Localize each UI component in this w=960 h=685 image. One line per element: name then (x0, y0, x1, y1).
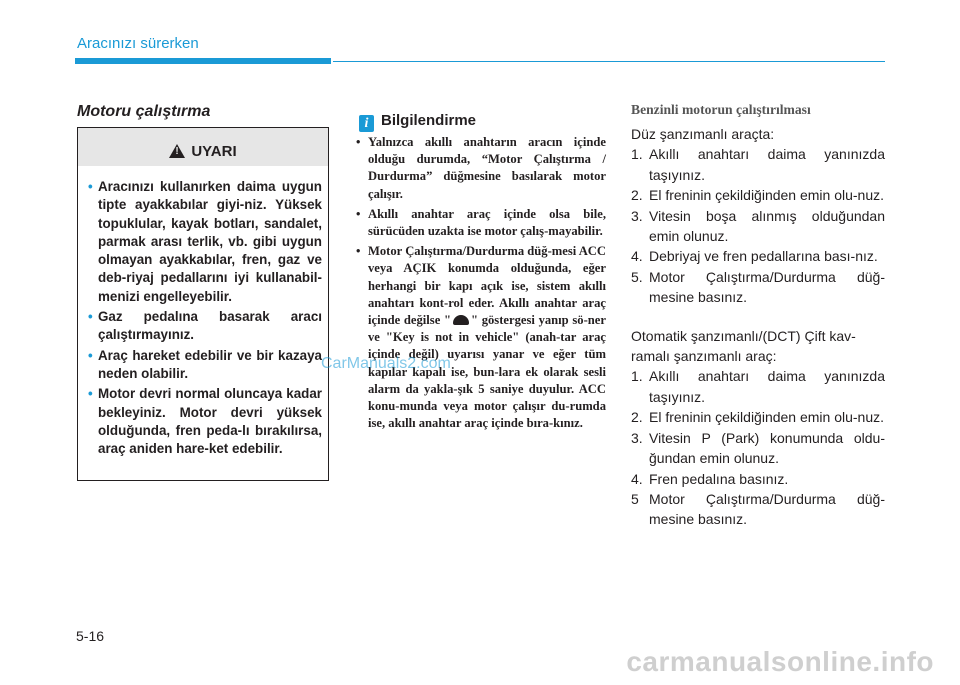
bullet-icon: • (356, 135, 361, 149)
bullet-icon: • (88, 347, 93, 363)
left-heading: Motoru çalıştırma (77, 103, 211, 120)
list-item: 5. Motor Çalıştırma/Durdurma düğ-mesine basınız. (631, 268, 885, 306)
info-icon: i (359, 115, 374, 132)
list-item: 4. Debriyaj ve fren pedallarına bası-nız. (631, 248, 878, 265)
warning-triangle-icon (169, 144, 185, 158)
list-item: 2. El freninin çekildiğinden emin olu-nuz. (631, 187, 885, 204)
mid-watermark: CarManuals2.com (321, 355, 451, 372)
warning-item: • Araç hareket edebilir ve bir kazaya neden olabilir. (88, 347, 322, 381)
list-item: 1. Akıllı anahtarı daima yanınızda taşıyınız. (631, 146, 885, 183)
bullet-icon: • (88, 386, 93, 402)
bullet-icon: • (88, 309, 93, 325)
info-item: • Motor Çalıştırma/Durdurma düğ-mesi ACC veya AÇIK konumda olduğunda, eğer herhangi bir kapı açık ise, sistem akıllı anahtarı kont-rol eder. Akıllı anahtar araç içinde değilse " " göstergesi yanıp sö-ner ve "Key is not in vehicle" (anah-tar araç içinde değil) uyarısı yanar ve eğer tüm kapılar kapalı ise, bun-lara ek olarak sesli alarm da yakla-şık 5 saniye duyulur. ACC konu-munda veya motor çalışır du-rumda ise, akıllı anahtar araç içinde bıra-kınız. (356, 244, 606, 431)
key-indicator-icon (453, 315, 469, 325)
list-item: 3. Vitesin P (Park) konumunda oldu-ğundan emin olunuz. (631, 429, 885, 467)
warning-item: • Aracınızı kullanırken daima uygun tipte ayakkabılar giyi-niz. Yüksek topuklular, kayak botları, sandalet, parmak arası terlik, vb. gibi uygun olmayan ayakkabılar, fren, gaz ve deb-riyaj pedallarını iyi kullanabil-menizi engelleyebilir. (88, 179, 322, 304)
watermark: carmanualsonline.info (626, 646, 934, 677)
automatic-intro: Otomatik şanzımanlı/(DCT) Çift kav-ramalı şanzımanlı araç: (631, 327, 856, 365)
bullet-icon: • (356, 206, 361, 221)
list-item: 3. Vitesin boşa alınmış olduğundan emin olunuz. (631, 207, 885, 245)
page-number: 5-16 (76, 628, 105, 644)
list-item: 2. El freninin çekildiğinden emin olu-nuz. (631, 409, 885, 426)
manual-intro: Düz şanzımanlı araçta: (631, 126, 775, 142)
automatic-steps (631, 366, 885, 529)
section-title: Aracınızı sürerken (77, 35, 199, 52)
warning-box (77, 127, 329, 481)
info-item: • Akıllı anahtar araç içinde olsa bile, sürücüden uzakta ise motor çalış-mayabilir. (356, 206, 606, 239)
info-heading (359, 111, 476, 131)
bullet-icon: • (356, 244, 361, 259)
right-column (631, 124, 885, 530)
list-item: 5 Motor Çalıştırma/Durdurma düğ-mesine basınız. (631, 490, 885, 528)
spacer (631, 308, 885, 326)
warning-list (88, 178, 322, 460)
bullet-icon: • (88, 179, 93, 194)
header-rule-thick (75, 58, 331, 64)
info-list (356, 134, 606, 435)
warning-item: • Gaz pedalına basarak aracı çalıştırmayınız. (88, 309, 322, 343)
info-heading-text: Bilgilendirme (381, 112, 477, 129)
list-item: 1. Akıllı anahtarı daima yanınızda taşıyınız. (631, 368, 885, 405)
manual-steps (631, 144, 885, 307)
list-item: 4. Fren pedalına basınız. (631, 470, 789, 487)
warning-title: UYARI (191, 143, 237, 160)
right-heading: Benzinli motorun çalıştırılması (631, 102, 811, 117)
info-item: • Yalnızca akıllı anahtarın aracın içinde olduğu durumda, “Motor Çalıştırma / Durdurma” düğmesine basılarak motor çalışır. (356, 135, 606, 201)
warning-header (78, 128, 328, 166)
header-rule-thin (333, 61, 885, 62)
warning-item: • Motor devri normal oluncaya kadar bekleyiniz. Motor devri yüksek olduğunda, fren peda-lı bırakılırsa, araç aniden hare-ket edebilir. (88, 386, 322, 457)
